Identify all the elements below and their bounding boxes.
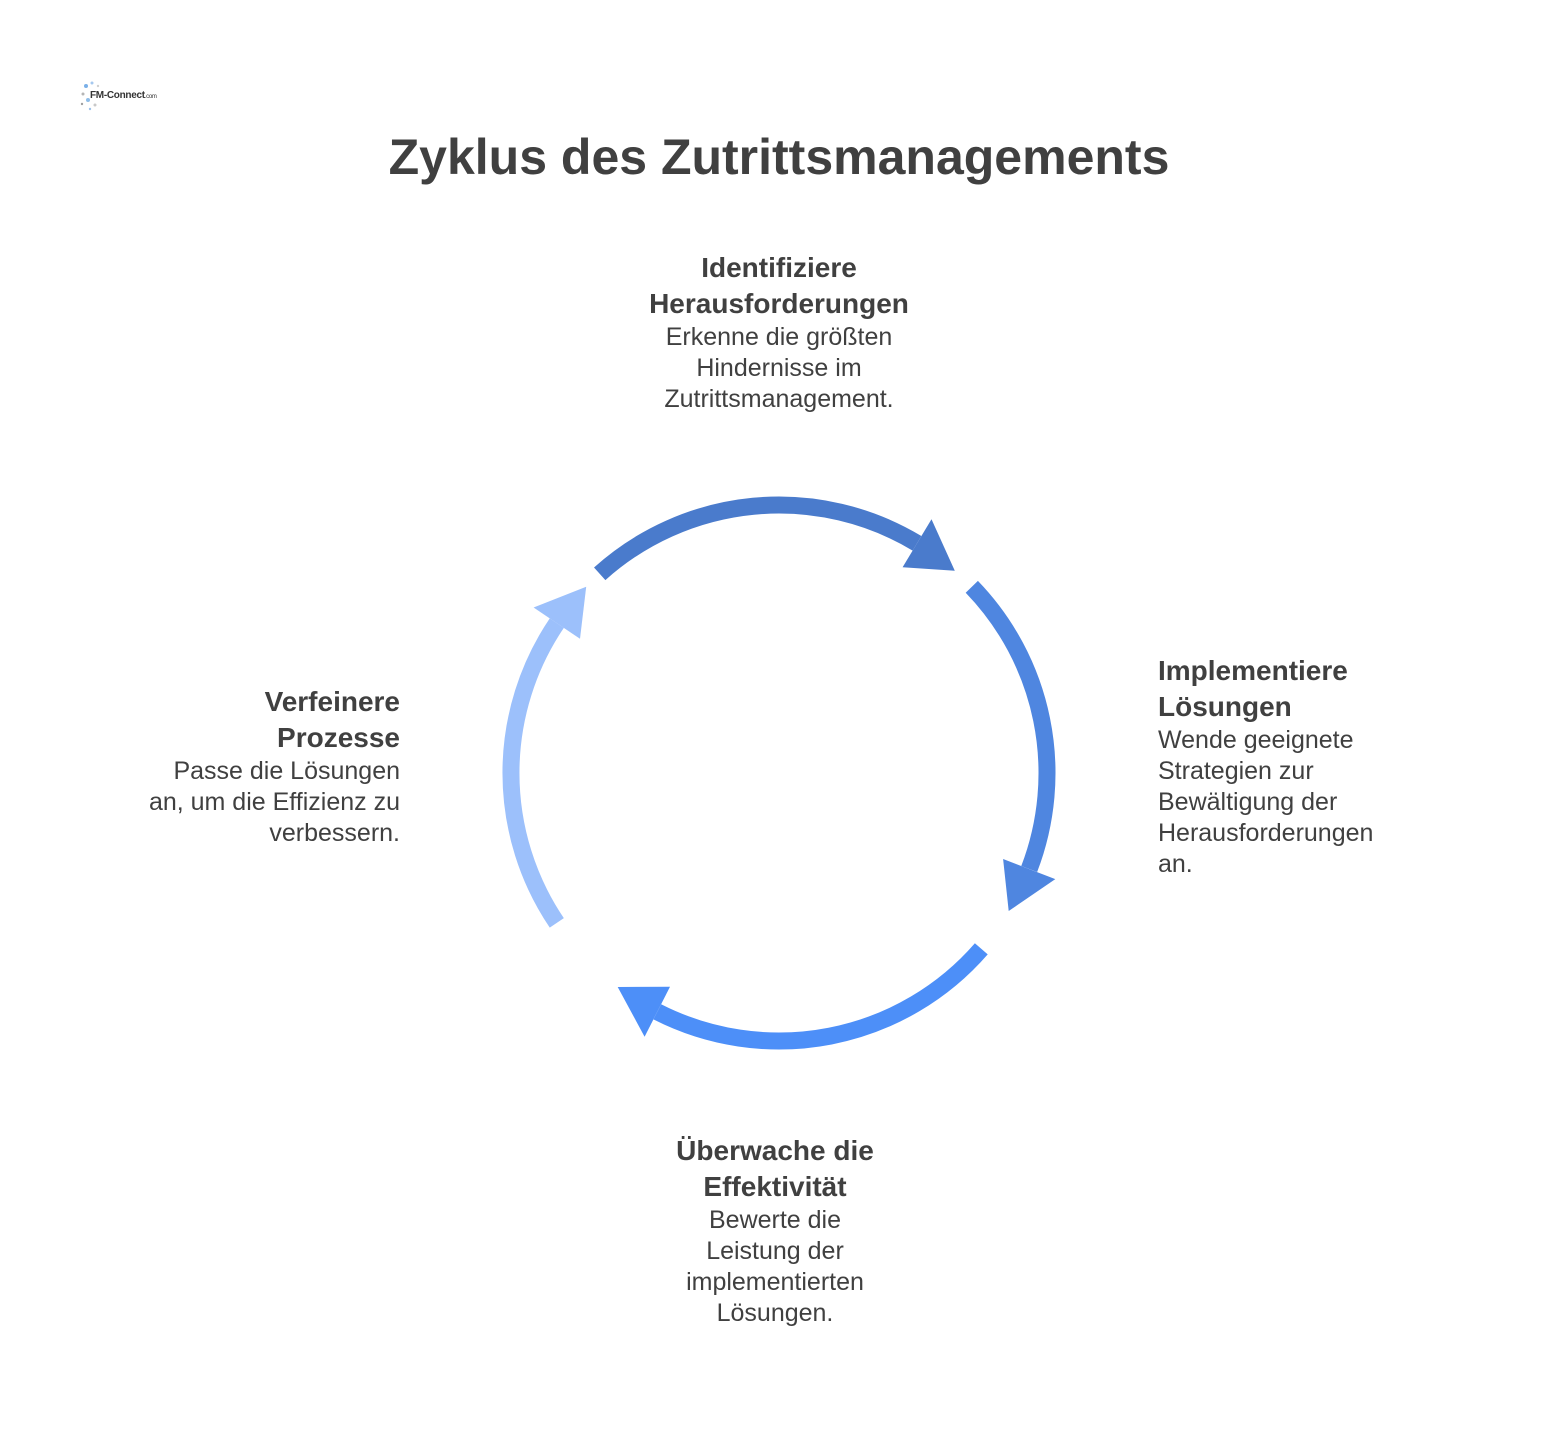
step-title: Überwache die Effektivität: [676, 1135, 874, 1202]
step-title: Implementiere Lösungen: [1158, 655, 1348, 722]
step-refine: [120, 684, 400, 849]
step-monitor: [575, 1133, 975, 1329]
logo-domain: .com: [144, 94, 157, 100]
step-description: Bewerte die Leistung der implementierten Lösungen.: [686, 1206, 864, 1327]
arrow-top: [600, 505, 917, 574]
step-description: Erkenne die größten Hindernisse im Zutrittsmanagement.: [664, 323, 894, 413]
step-title: Verfeinere Prozesse: [264, 686, 400, 753]
arrow-bottom: [657, 949, 981, 1041]
step-identify: [579, 250, 979, 415]
step-title: Identifiziere Herausforderungen: [649, 252, 909, 319]
arrow-left: [511, 623, 557, 923]
step-implement: [1158, 653, 1458, 880]
diagram-title: Zyklus des Zutrittsmanagements: [388, 129, 1170, 185]
logo-brand: FM-Connect: [90, 90, 145, 101]
step-description: Wende geeignete Strategien zur Bewältigung der Herausforderungen an.: [1158, 726, 1374, 878]
arrow-right: [972, 587, 1047, 869]
step-description: Passe die Lösungen an, um die Effizienz zu verbessern.: [148, 757, 400, 847]
